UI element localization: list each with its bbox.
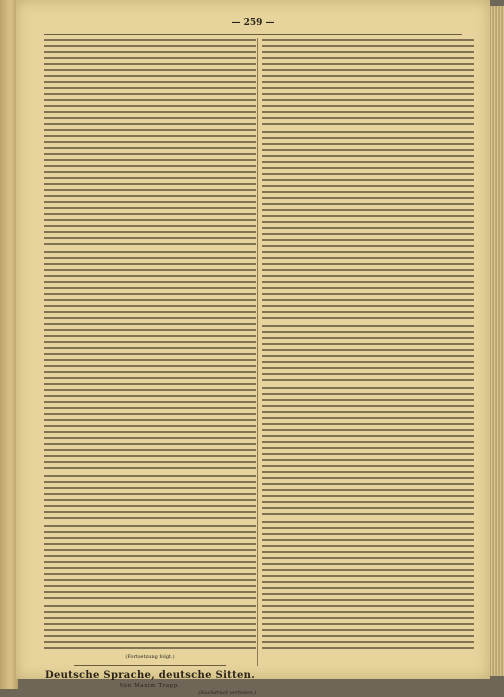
continuation-note: (Fortsetzung folgt.) [125,654,175,660]
page-sheet [16,0,490,696]
article-byline: Von Maxim Trapp. [119,683,181,689]
column-divider [257,38,258,666]
paragraph-text-block [44,474,256,522]
left-column [44,38,256,696]
paragraph-text-block [262,130,474,322]
page-number: — 259 — [231,18,275,28]
article-paragraph [262,520,474,652]
paragraph-text-block [44,604,256,652]
page-stack-edge [488,6,504,676]
article-paragraph [262,130,474,322]
article-paragraph [262,386,474,518]
paragraph-text-block [44,250,256,472]
story-paragraph [44,604,256,652]
article-separator-rule [74,665,226,666]
paragraph-text-block [262,520,474,652]
article-title: Deutsche Sprache, deutsche Sitten. [44,670,256,681]
article-paragraph [262,38,474,128]
reprint-notice: (Nachdruck verboten.) [198,690,256,696]
article-paragraph [262,324,474,384]
story-paragraph [44,38,256,248]
paragraph-text-block [262,324,474,384]
right-column [262,38,474,674]
paragraph-text-block [262,386,474,518]
paragraph-text-block [44,524,256,602]
paragraph-text-block [262,38,474,128]
story-paragraph [44,524,256,602]
story-paragraph [44,474,256,522]
header-rule [44,34,462,35]
story-paragraph [44,250,256,472]
paragraph-text-block [44,38,256,248]
